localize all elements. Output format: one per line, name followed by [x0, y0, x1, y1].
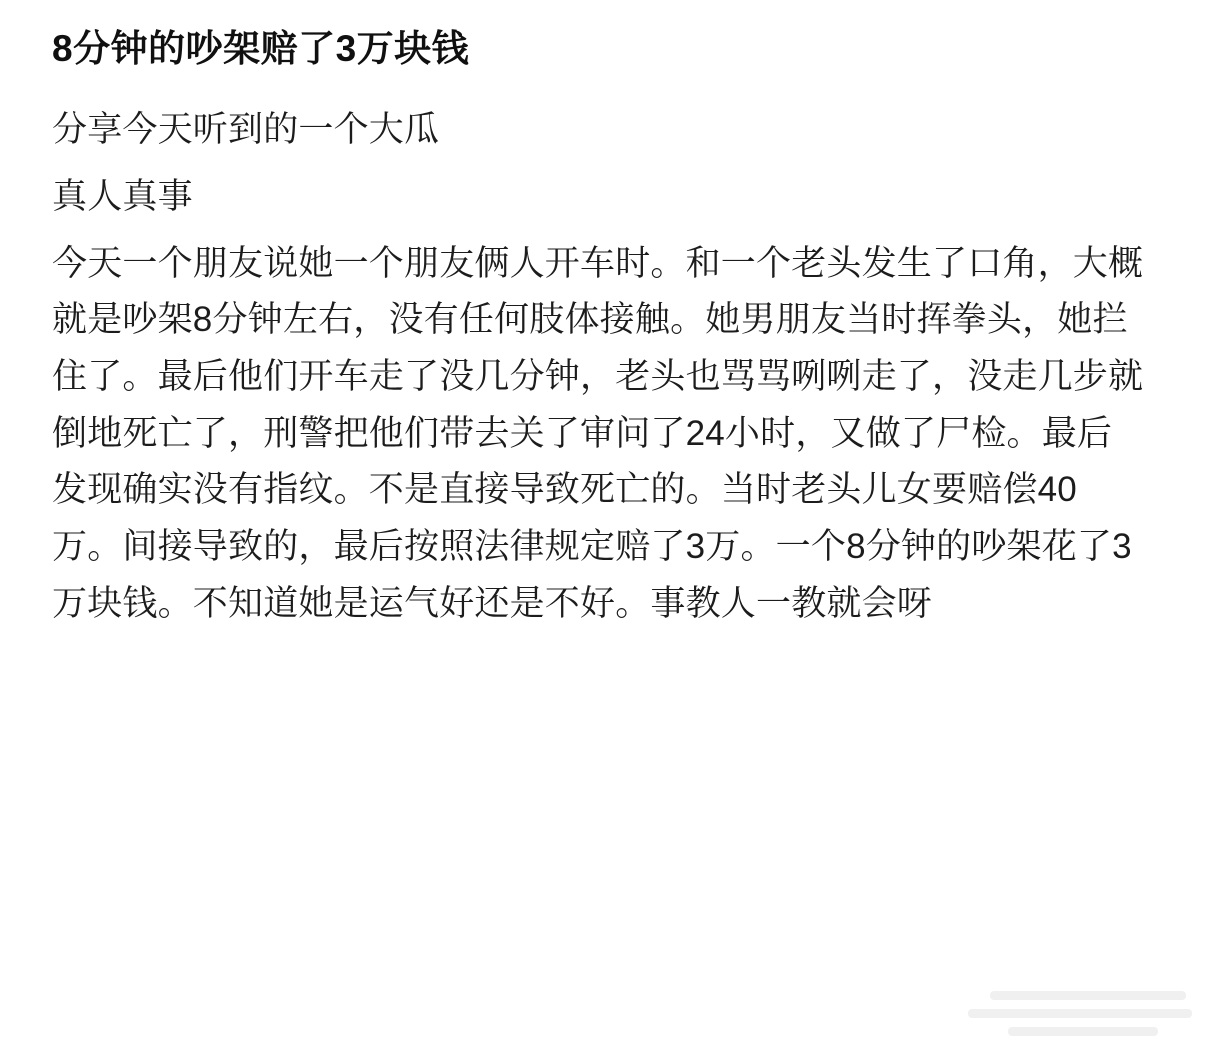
watermark-line	[968, 1009, 1192, 1018]
watermark-line	[990, 991, 1186, 1000]
page-title: 8分钟的吵架赔了3万块钱	[52, 28, 470, 69]
body-paragraph: 真人真事	[52, 176, 193, 216]
watermark-overlay	[968, 983, 1198, 1039]
body-paragraph: 分享今天听到的一个大瓜	[52, 110, 440, 150]
body-paragraph: 今天一个朋友说她一个朋友俩人开车时。和一个老头发生了口角，大概就是吵架8分钟左右，没有任何肢体接触。她男朋友当时挥拳头，她拦住了。最后他们开车走了没几分钟，老头也骂骂咧咧走了，没走几步就倒地死亡了，刑警把他们带去关了审问了24小时，又做了尸检。最后发现确实没有指纹。不是直接导致死亡的。当时老头儿女要赔偿40万。间接导致的，最后按照法律规定赔了3万。一个8分钟的吵架花了3万块钱。不知道她是运气好还是不好。事教人一教就会呀	[52, 243, 1144, 623]
post-body	[52, 102, 1144, 632]
watermark-line	[1008, 1027, 1158, 1036]
